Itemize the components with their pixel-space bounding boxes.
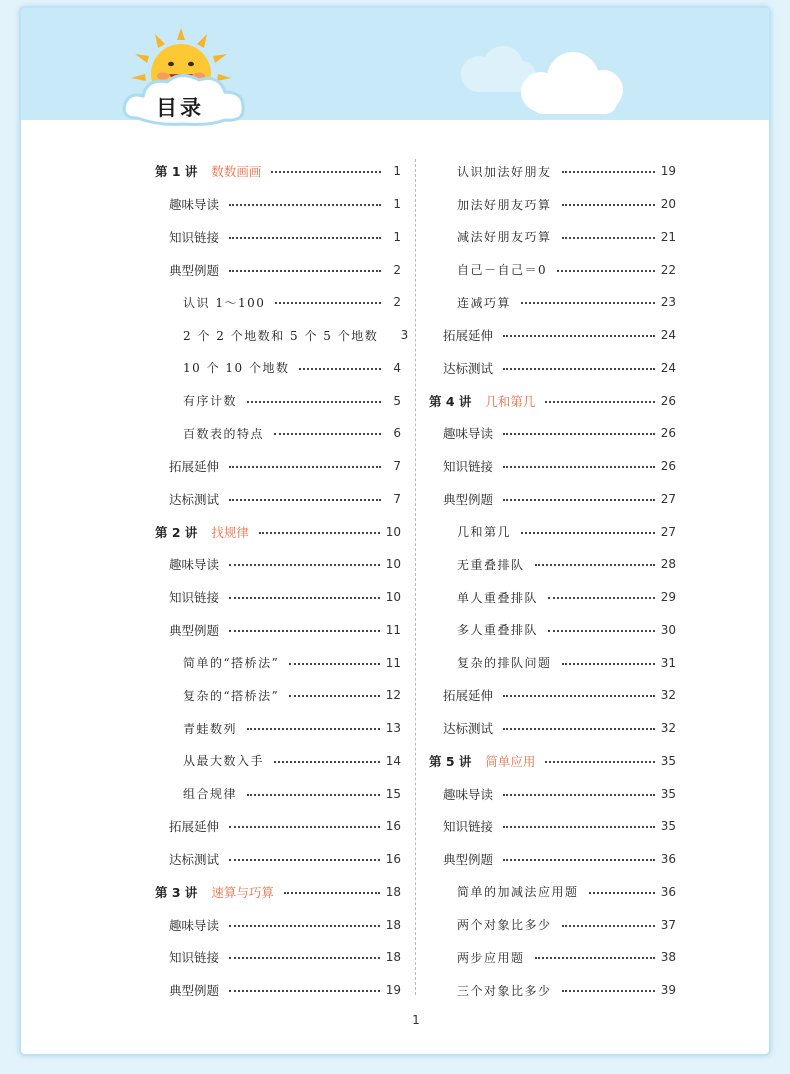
leader-dots xyxy=(274,433,381,435)
section-title: 拓展延伸 xyxy=(169,819,220,835)
leader-dots xyxy=(229,237,381,239)
page-ref: 5 xyxy=(393,393,401,408)
page-ref: 39 xyxy=(660,983,676,998)
leader-dots xyxy=(562,925,655,927)
section-title: 典型例题 xyxy=(443,491,494,507)
section-title: 知识链接 xyxy=(443,819,494,835)
section-title: 达标测试 xyxy=(443,360,494,376)
page-ref: 6 xyxy=(393,426,401,441)
page-ref: 32 xyxy=(660,721,676,736)
leader-dots xyxy=(229,564,380,566)
example-title: 几和第几 xyxy=(457,525,512,540)
page-ref: 3 xyxy=(400,328,409,343)
leader-dots xyxy=(229,826,380,828)
page-ref: 26 xyxy=(660,426,676,441)
toc-entry-section[interactable] xyxy=(429,810,676,843)
example-title: 10 个 10 个地数 xyxy=(183,361,290,376)
toc-entry-section[interactable] xyxy=(429,679,676,712)
page-ref: 1 xyxy=(393,164,401,179)
page-ref: 35 xyxy=(660,819,676,834)
chapter-label xyxy=(155,883,274,901)
leader-dots xyxy=(562,663,655,665)
toc-entry-example[interactable] xyxy=(155,384,401,417)
leader-dots xyxy=(289,695,379,697)
toc-entry-example[interactable] xyxy=(429,941,676,974)
leader-dots xyxy=(562,990,655,992)
toc-entry-example[interactable] xyxy=(155,679,401,712)
toc-entry-example[interactable] xyxy=(155,777,401,810)
chapter-number: 第 5 讲 xyxy=(429,753,472,769)
chapter-number: 第 1 讲 xyxy=(155,164,198,180)
toc-entry-section[interactable] xyxy=(429,777,676,810)
leader-dots xyxy=(247,401,381,403)
chapter-label xyxy=(155,162,261,180)
leader-dots xyxy=(548,597,655,599)
page-ref: 1 xyxy=(393,229,401,244)
chapter-number: 第 4 讲 xyxy=(429,393,472,409)
page-ref: 29 xyxy=(660,590,676,605)
example-title: 百数表的特点 xyxy=(183,426,265,441)
leader-dots xyxy=(562,171,655,173)
page-ref: 4 xyxy=(393,360,401,375)
page-ref: 38 xyxy=(660,950,676,965)
toc-entry-chapter[interactable] xyxy=(155,515,401,548)
toc-entry-example[interactable] xyxy=(429,581,676,614)
toc-entry-section[interactable] xyxy=(155,548,401,581)
page-ref: 26 xyxy=(660,393,676,408)
page-ref: 27 xyxy=(660,524,676,539)
toc-entry-section[interactable] xyxy=(155,941,401,974)
leader-dots xyxy=(503,499,655,501)
toc-entry-example[interactable] xyxy=(429,286,676,319)
page-ref: 20 xyxy=(660,197,676,212)
leader-dots xyxy=(503,794,655,796)
page-ref: 12 xyxy=(385,688,401,703)
chapter-title: 速算与巧算 xyxy=(211,884,274,900)
toc-entry-section[interactable] xyxy=(155,810,401,843)
leader-dots xyxy=(503,728,655,730)
page-ref: 10 xyxy=(385,557,401,572)
toc-entry-section[interactable] xyxy=(155,253,401,286)
example-title: 简单的加减法应用题 xyxy=(457,885,579,900)
chapter-label xyxy=(429,392,535,410)
section-title: 趣味导读 xyxy=(169,557,220,573)
toc-entry-chapter[interactable] xyxy=(155,876,401,909)
page-ref: 31 xyxy=(660,655,676,670)
leader-dots xyxy=(548,630,655,632)
example-title: 认识加法好朋友 xyxy=(457,164,552,179)
page-ref: 22 xyxy=(660,262,676,277)
section-title: 拓展延伸 xyxy=(443,328,494,344)
example-title: 两个对象比多少 xyxy=(457,918,552,933)
section-title: 趣味导读 xyxy=(443,786,494,802)
page-ref: 7 xyxy=(393,491,401,506)
example-title: 减法好朋友巧算 xyxy=(457,230,552,245)
leader-dots xyxy=(229,925,380,927)
toc-column-left xyxy=(155,155,409,1007)
section-title: 达标测试 xyxy=(169,491,220,507)
leader-dots xyxy=(545,401,654,403)
example-title: 三个对象比多少 xyxy=(457,983,552,998)
section-title: 趣味导读 xyxy=(443,426,494,442)
toc-entry-example[interactable] xyxy=(429,876,676,909)
page-ref: 18 xyxy=(385,950,401,965)
toc-entry-example[interactable] xyxy=(155,417,401,450)
chapter-number: 第 2 讲 xyxy=(155,524,198,540)
page-ref: 2 xyxy=(393,295,401,310)
example-title: 从最大数入手 xyxy=(183,754,265,769)
page-ref: 13 xyxy=(385,721,401,736)
page-ref: 18 xyxy=(385,917,401,932)
toc-entry-section[interactable] xyxy=(155,581,401,614)
leader-dots xyxy=(274,761,380,763)
example-title: 简单的“搭桥法” xyxy=(183,656,280,671)
page-ref: 32 xyxy=(660,688,676,703)
section-title: 拓展延伸 xyxy=(169,459,220,475)
toc-entry-example[interactable] xyxy=(429,515,676,548)
toc-entry-section[interactable] xyxy=(429,417,676,450)
page-ref: 35 xyxy=(660,786,676,801)
toc-entry-chapter[interactable] xyxy=(429,745,676,778)
section-title: 典型例题 xyxy=(169,262,220,278)
example-title: 复杂的“搭桥法” xyxy=(183,688,280,703)
cloud-icon xyxy=(511,50,631,116)
toc-entry-example[interactable] xyxy=(429,908,676,941)
page-title: 目录 xyxy=(156,96,204,120)
leader-dots xyxy=(562,204,655,206)
section-title: 拓展延伸 xyxy=(443,688,494,704)
example-title: 单人重叠排队 xyxy=(457,590,539,605)
leader-dots xyxy=(229,630,380,632)
leader-dots xyxy=(229,990,380,992)
leader-dots xyxy=(247,794,380,796)
leader-dots xyxy=(557,270,655,272)
page-ref: 35 xyxy=(660,753,676,768)
section-title: 知识链接 xyxy=(169,229,220,245)
toc-entry-example[interactable] xyxy=(429,974,676,1007)
page-ref: 15 xyxy=(385,786,401,801)
section-title: 典型例题 xyxy=(169,983,220,999)
toc-entry-section[interactable] xyxy=(155,188,401,221)
chapter-title: 几和第几 xyxy=(485,393,536,409)
page-ref: 24 xyxy=(660,360,676,375)
toc-entry-section[interactable] xyxy=(155,450,401,483)
section-title: 典型例题 xyxy=(169,622,220,638)
page-ref: 2 xyxy=(393,262,401,277)
example-title: 加法好朋友巧算 xyxy=(457,197,552,212)
leader-dots xyxy=(503,826,655,828)
page-ref: 10 xyxy=(385,590,401,605)
leader-dots xyxy=(229,466,381,468)
leader-dots xyxy=(545,761,654,763)
section-title: 典型例题 xyxy=(443,852,494,868)
chapter-title: 找规律 xyxy=(211,524,249,540)
section-title: 趣味导读 xyxy=(169,917,220,933)
toc-entry-example[interactable] xyxy=(429,548,676,581)
leader-dots xyxy=(229,204,381,206)
page-ref: 16 xyxy=(385,852,401,867)
toc-entry-section[interactable] xyxy=(429,843,676,876)
page-ref: 37 xyxy=(660,917,676,932)
example-title: 自己－自己＝0 xyxy=(457,263,548,278)
toc-page xyxy=(19,6,771,1056)
leader-dots xyxy=(229,270,381,272)
section-title: 趣味导读 xyxy=(169,197,220,213)
leader-dots xyxy=(521,532,655,534)
page-ref: 28 xyxy=(660,557,676,572)
leader-dots xyxy=(535,564,655,566)
toc-entry-section[interactable] xyxy=(429,483,676,516)
toc-entry-chapter[interactable] xyxy=(429,384,676,417)
chapter-title: 数数画画 xyxy=(211,164,262,180)
page-ref: 30 xyxy=(660,622,676,637)
example-title: 2 个 2 个地数和 5 个 5 个地数 xyxy=(183,328,379,343)
toc-entry-example[interactable] xyxy=(429,646,676,679)
leader-dots xyxy=(503,335,655,337)
toc-entry-example[interactable] xyxy=(429,253,676,286)
example-title: 两步应用题 xyxy=(457,950,525,965)
leader-dots xyxy=(229,597,380,599)
toc-entry-example[interactable] xyxy=(155,745,401,778)
example-title: 复杂的排队问题 xyxy=(457,656,552,671)
page-ref: 26 xyxy=(660,459,676,474)
leader-dots xyxy=(275,302,381,304)
leader-dots xyxy=(503,859,655,861)
toc-entry-section[interactable] xyxy=(429,450,676,483)
toc-entry-section[interactable] xyxy=(155,221,401,254)
example-title: 有序计数 xyxy=(183,394,238,409)
toc-entry-section[interactable] xyxy=(429,712,676,745)
page-ref: 1 xyxy=(393,197,401,212)
leader-dots xyxy=(271,171,381,173)
chapter-title: 简单应用 xyxy=(485,753,536,769)
toc-entry-section[interactable] xyxy=(155,614,401,647)
leader-dots xyxy=(589,892,655,894)
toc-entry-section[interactable] xyxy=(155,483,401,516)
column-divider xyxy=(415,159,416,995)
chapter-label xyxy=(155,523,249,541)
leader-dots xyxy=(503,466,655,468)
page-ref: 19 xyxy=(660,164,676,179)
toc-entry-example[interactable] xyxy=(155,712,401,745)
toc-entry-chapter[interactable] xyxy=(155,155,401,188)
leader-dots xyxy=(229,957,380,959)
leader-dots xyxy=(229,499,381,501)
leader-dots xyxy=(503,433,655,435)
page-ref: 14 xyxy=(385,753,401,768)
page-ref: 19 xyxy=(385,983,401,998)
section-title: 知识链接 xyxy=(443,459,494,475)
section-title: 达标测试 xyxy=(169,852,220,868)
page-ref: 18 xyxy=(385,884,401,899)
example-title: 组合规律 xyxy=(183,787,238,802)
page-ref: 24 xyxy=(660,328,676,343)
section-title: 达标测试 xyxy=(443,721,494,737)
toc-entry-example[interactable] xyxy=(155,352,401,385)
toc-entry-section[interactable] xyxy=(429,352,676,385)
toc-entry-section[interactable] xyxy=(155,843,401,876)
toc-entry-example[interactable] xyxy=(155,319,409,352)
toc-entry-section[interactable] xyxy=(429,319,676,352)
example-title: 青蛙数列 xyxy=(183,721,238,736)
page-ref: 36 xyxy=(660,884,676,899)
leader-dots xyxy=(299,368,381,370)
example-title: 多人重叠排队 xyxy=(457,623,539,638)
toc-entry-example[interactable] xyxy=(429,155,676,188)
toc-entry-example[interactable] xyxy=(155,286,401,319)
page-ref: 27 xyxy=(660,491,676,506)
leader-dots xyxy=(535,957,655,959)
page-ref: 10 xyxy=(385,524,401,539)
page-number: 1 xyxy=(412,1013,420,1027)
page-ref: 7 xyxy=(393,459,401,474)
example-title: 无重叠排队 xyxy=(457,557,525,572)
chapter-label xyxy=(429,752,535,770)
leader-dots xyxy=(521,302,655,304)
leader-dots xyxy=(284,892,380,894)
page-ref: 21 xyxy=(660,229,676,244)
page-ref: 11 xyxy=(385,655,401,670)
toc-entry-example[interactable] xyxy=(429,221,676,254)
leader-dots xyxy=(229,859,380,861)
page-ref: 23 xyxy=(660,295,676,310)
page-ref: 16 xyxy=(385,819,401,834)
leader-dots xyxy=(289,663,379,665)
section-title: 知识链接 xyxy=(169,590,220,606)
leader-dots xyxy=(562,237,655,239)
toc-entry-section[interactable] xyxy=(155,908,401,941)
toc-entry-example[interactable] xyxy=(429,188,676,221)
chapter-number: 第 3 讲 xyxy=(155,884,198,900)
toc-column-right xyxy=(429,155,676,1007)
toc-entry-example[interactable] xyxy=(429,614,676,647)
page-ref: 11 xyxy=(385,622,401,637)
example-title: 连减巧算 xyxy=(457,295,512,310)
toc-entry-section[interactable] xyxy=(155,974,401,1007)
leader-dots xyxy=(503,368,655,370)
section-title: 知识链接 xyxy=(169,950,220,966)
leader-dots xyxy=(247,728,380,730)
toc-entry-example[interactable] xyxy=(155,646,401,679)
example-title: 认识 1～100 xyxy=(183,295,266,310)
page-ref: 36 xyxy=(660,852,676,867)
leader-dots xyxy=(259,532,380,534)
leader-dots xyxy=(503,695,655,697)
